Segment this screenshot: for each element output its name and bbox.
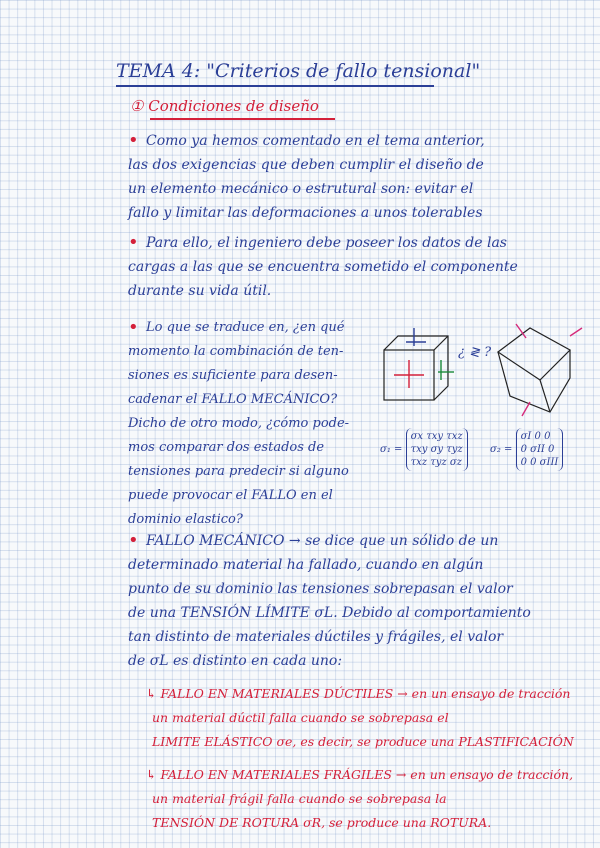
p3-line: siones es suficiente para desen- xyxy=(128,368,338,383)
stress-cube-left xyxy=(384,336,448,400)
p2-line: durante su vida útil. xyxy=(128,283,272,299)
p2-line: cargas a las que se encuentra sometido el componente xyxy=(128,259,518,275)
p1-line: un elemento mecánico o estrutural son: evitar el xyxy=(128,181,474,197)
p6-line: TENSIÓN DE ROTURA σR, se produce una ROTURA. xyxy=(152,815,492,830)
bullet-dot: • xyxy=(128,130,139,151)
p3-line: dominio elastico? xyxy=(128,512,243,527)
sigma2-label: σ₂ = xyxy=(490,444,513,455)
section-heading: ① Condiciones de diseño xyxy=(130,97,319,115)
p5-line: un material dúctil falla cuando se sobrepasa el xyxy=(152,710,449,725)
p3-line: momento la combinación de ten- xyxy=(128,344,344,359)
matrix-row: τxz τyz σz xyxy=(410,457,462,468)
matrix-row: 0 σII 0 xyxy=(520,444,555,455)
p1-line: las dos exigencias que deben cumplir el diseño de xyxy=(128,157,484,173)
stress-tensor-principal xyxy=(490,428,563,471)
p4-line: de una TENSIÓN LÍMITE σL. Debido al comportamiento xyxy=(128,605,531,621)
p4-line: punto de su dominio las tensiones sobrepasan el valor xyxy=(128,581,513,597)
bullet-dot: • xyxy=(128,232,139,253)
matrix-row: σx τxy τxz xyxy=(410,431,463,442)
p3-line: Dicho de otro modo, ¿cómo pode- xyxy=(128,416,350,431)
p3-line: mos comparar dos estados de xyxy=(128,440,325,455)
p1-line: Como ya hemos comentado en el tema anterior, xyxy=(146,133,485,149)
p4-line: tan distinto de materiales dúctiles y frágiles, el valor xyxy=(128,629,504,645)
p6-line: ↳ FALLO EN MATERIALES FRÁGILES → en un ensayo de tracción, xyxy=(146,767,574,782)
p6-line: un material frágil falla cuando se sobrepasa la xyxy=(152,791,447,806)
p3-line: tensiones para predecir si alguno xyxy=(128,464,349,479)
p4-line: FALLO MECÁNICO → se dice que un sólido de un xyxy=(146,533,499,549)
p2-line: Para ello, el ingeniero debe poseer los datos de las xyxy=(146,235,507,251)
p3-line: Lo que se traduce en, ¿en qué xyxy=(146,320,345,335)
tensor-matrix xyxy=(516,428,564,471)
stress-cube-rotated xyxy=(498,328,570,412)
matrix-row: τxy σy τyz xyxy=(410,444,463,455)
stress-cube-diagram xyxy=(380,320,590,420)
title-underline xyxy=(116,85,434,87)
p4-line: determinado material ha fallado, cuando en algún xyxy=(128,557,484,573)
comparison-symbol: ¿ ≷ ? xyxy=(458,345,492,360)
p5-line: ↳ FALLO EN MATERIALES DÚCTILES → en un ensayo de tracción xyxy=(146,686,571,701)
stress-arrows-left xyxy=(394,328,454,388)
sigma1-label: σ₁ = xyxy=(380,444,403,455)
p3-line: cadenar el FALLO MECÁNICO? xyxy=(128,392,338,407)
p1-line: fallo y limitar las deformaciones a unos tolerables xyxy=(128,205,483,221)
section-underline xyxy=(150,118,335,120)
matrix-row: σI 0 0 xyxy=(520,431,551,442)
matrix-row: 0 0 σIII xyxy=(520,457,559,468)
p3-line: puede provocar el FALLO en el xyxy=(128,488,333,503)
stress-tensor-general xyxy=(380,428,468,471)
page-title: TEMA 4: "Criterios de fallo tensional" xyxy=(116,60,481,82)
p5-line: LIMITE ELÁSTICO σe, es decir, se produce una PLASTIFICACIÓN xyxy=(152,734,574,749)
tensor-matrix xyxy=(406,428,468,471)
p4-line: de σL es distinto en cada uno: xyxy=(128,653,343,669)
bullet-dot: • xyxy=(128,530,139,551)
bullet-dot: • xyxy=(128,317,139,338)
